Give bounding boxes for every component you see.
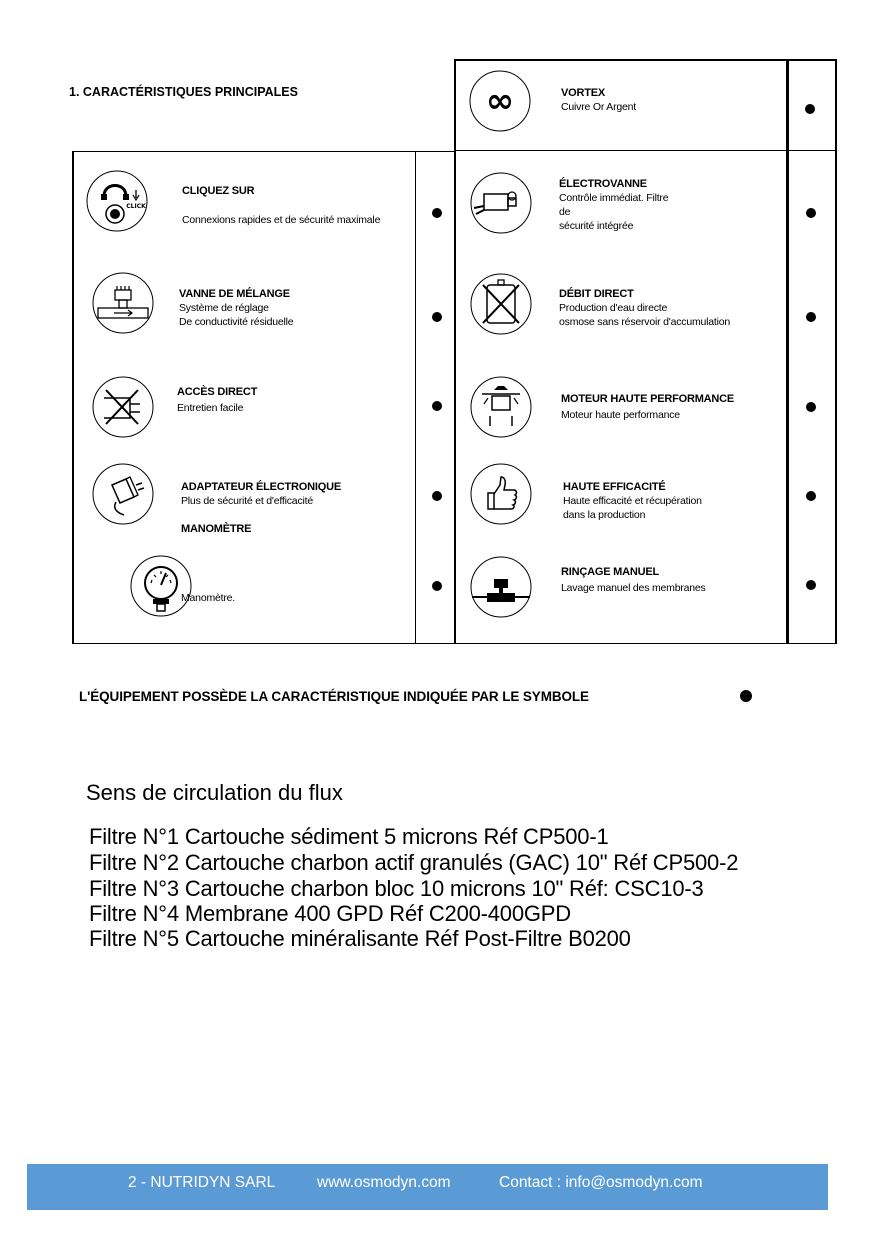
- feature-dot: [806, 312, 816, 322]
- feature-title-acces-direct: ACCÈS DIRECT: [177, 386, 258, 398]
- feature-title-moteur: MOTEUR HAUTE PERFORMANCE: [561, 393, 735, 405]
- feature-desc-acces-direct: Entretien facile: [177, 402, 244, 414]
- feature-title-rincage-manuel: RINÇAGE MANUEL: [561, 566, 660, 578]
- feature-title-haute-efficacite: HAUTE EFFICACITÉ: [563, 481, 666, 493]
- feature-dot: [432, 401, 442, 411]
- pump-motor-icon: [470, 376, 532, 438]
- feature-desc-vortex: Cuivre Or Argent: [561, 101, 636, 113]
- feature-subtitle-manometre: MANOMÈTRE: [181, 523, 252, 535]
- filter-item: Filtre N°2 Cartouche charbon actif granulés (GAC) 10" Réf CP500-2: [89, 850, 739, 875]
- svg-text:∞: ∞: [485, 81, 515, 121]
- pressure-gauge-icon: [130, 555, 192, 617]
- feature-title-cliquez-sur: CLIQUEZ SUR: [182, 185, 255, 197]
- feature-dot: [806, 208, 816, 218]
- feature-desc-debit-direct: Production d'eau directe osmose sans réservoir d'accumulation: [559, 302, 731, 328]
- section-heading: 1. CARACTÉRISTIQUES PRINCIPALES: [69, 85, 298, 99]
- feature-title-electrovanne: ÉLECTROVANNE: [559, 178, 647, 190]
- feature-desc-vanne-melange: Système de réglage De conductivité résiduelle: [179, 302, 294, 328]
- manual-flush-icon: [470, 556, 532, 618]
- filter-item: Filtre N°5 Cartouche minéralisante Réf Post-Filtre B0200: [89, 926, 631, 951]
- footer-page: 2 - NUTRIDYN SARL: [128, 1174, 276, 1191]
- no-tank-icon: [470, 273, 532, 335]
- legend-text: L'ÉQUIPEMENT POSSÈDE LA CARACTÉRISTIQUE INDIQUÉE PAR LE SYMBOLE: [79, 689, 589, 704]
- feature-desc-adaptateur: Plus de sécurité et d'efficacité: [181, 495, 313, 507]
- feature-desc-manometre: Manomètre.: [181, 592, 236, 604]
- thumbs-up-icon: [470, 463, 532, 525]
- electronic-adapter-icon: [92, 463, 154, 525]
- quick-connect-icon: [86, 170, 148, 232]
- feature-desc-electrovanne: Contrôle immédiat. Filtre de sécurité intégrée: [559, 192, 669, 232]
- feature-title-vortex: VORTEX: [561, 87, 606, 99]
- direct-access-icon: [92, 376, 154, 438]
- footer-contact-link[interactable]: Contact : info@osmodyn.com: [499, 1174, 703, 1191]
- mixing-valve-icon: [92, 272, 154, 334]
- flow-heading: Sens de circulation du flux: [86, 780, 343, 805]
- feature-dot: [806, 580, 816, 590]
- feature-dot: [806, 402, 816, 412]
- filter-item: Filtre N°3 Cartouche charbon bloc 10 microns 10" Réf: CSC10-3: [89, 876, 704, 901]
- feature-title-debit-direct: DÉBIT DIRECT: [559, 288, 634, 300]
- quick-connect-label: CLICK: [126, 203, 146, 210]
- feature-desc-rincage-manuel: Lavage manuel des membranes: [561, 582, 706, 594]
- legend-dot-symbol: [740, 690, 752, 702]
- filter-item: Filtre N°1 Cartouche sédiment 5 microns Réf CP500-1: [89, 824, 609, 849]
- solenoid-valve-icon: [470, 172, 532, 234]
- footer-website-link[interactable]: www.osmodyn.com: [317, 1174, 451, 1191]
- feature-dot: [432, 581, 442, 591]
- feature-dot: [805, 104, 815, 114]
- feature-desc-moteur: Moteur haute performance: [561, 409, 680, 421]
- feature-dot: [806, 491, 816, 501]
- feature-title-vanne-melange: VANNE DE MÉLANGE: [179, 288, 290, 300]
- feature-desc-haute-efficacite: Haute efficacité et récupération dans la production: [563, 495, 702, 521]
- footer-bar: [27, 1164, 828, 1210]
- filter-item: Filtre N°4 Membrane 400 GPD Réf C200-400GPD: [89, 901, 571, 926]
- feature-dot: [432, 491, 442, 501]
- infinity-icon: [469, 70, 531, 132]
- feature-dot: [432, 312, 442, 322]
- feature-title-adaptateur: ADAPTATEUR ÉLECTRONIQUE: [181, 481, 341, 493]
- feature-desc-cliquez-sur: Connexions rapides et de sécurité maximale: [182, 214, 381, 226]
- feature-dot: [432, 208, 442, 218]
